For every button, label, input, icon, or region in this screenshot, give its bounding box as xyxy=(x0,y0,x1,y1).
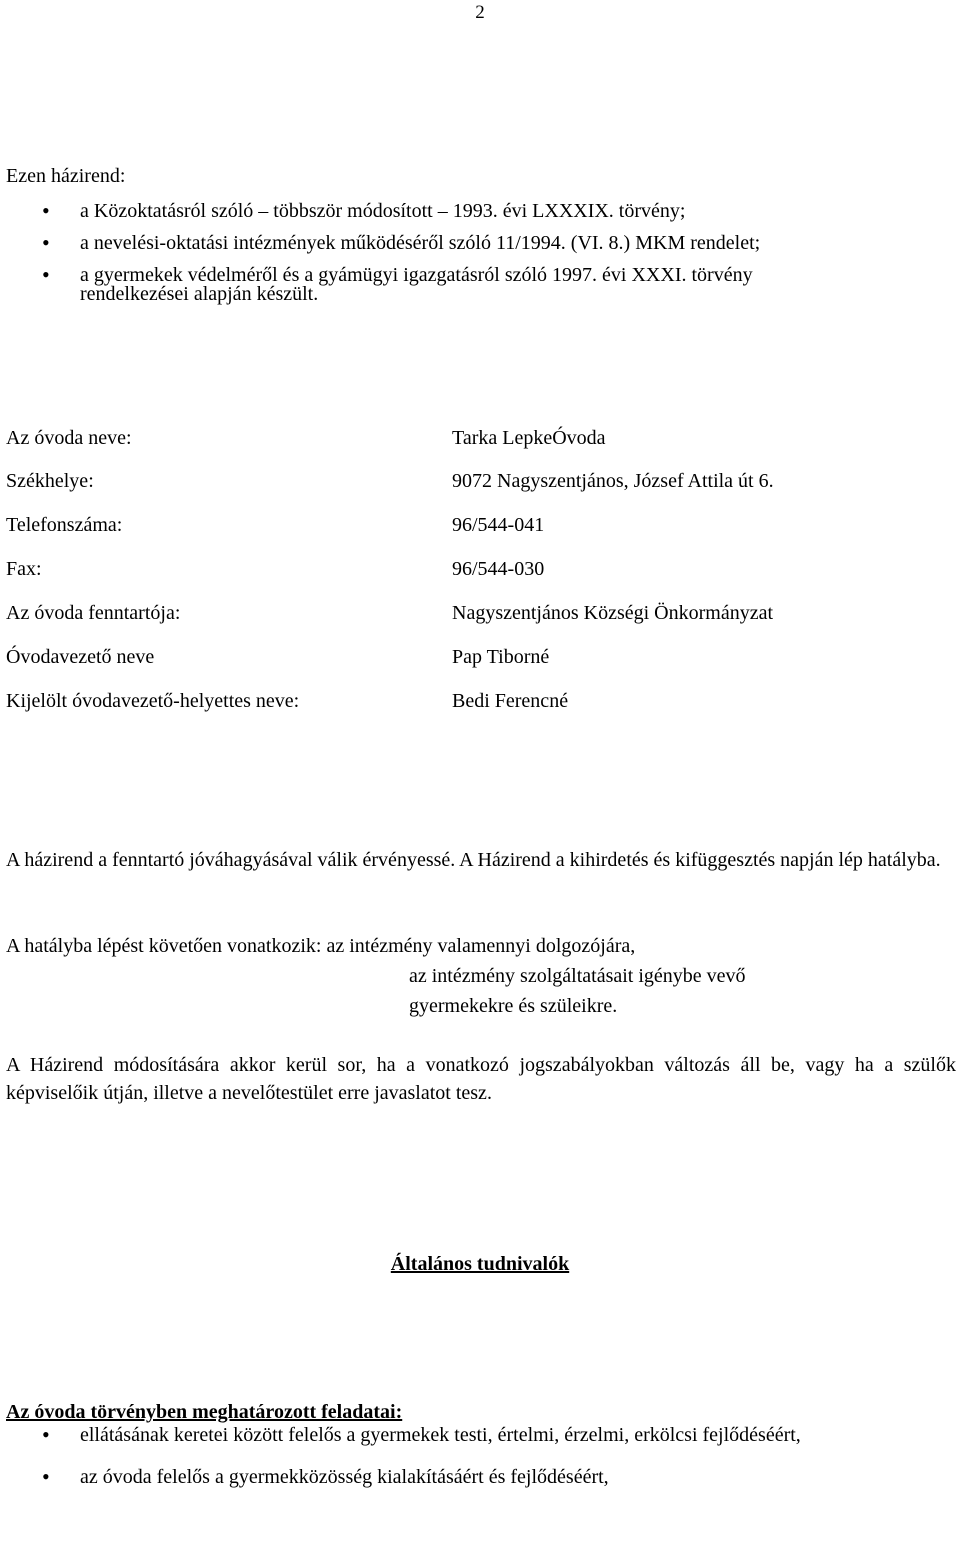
intro-section xyxy=(6,163,956,305)
info-row-head xyxy=(6,642,956,672)
section-title: Általános tudnivalók xyxy=(390,1253,570,1275)
info-label: Az óvoda neve: xyxy=(6,427,132,449)
validity-paragraph: A házirend a fenntartó jóváhagyásával válik érvényessé. A Házirend a kihirdetés és kifüggesztés napján lép hatályba. xyxy=(6,849,941,871)
info-row-seat xyxy=(6,466,956,496)
applies-paragraph xyxy=(6,931,956,1021)
modification-paragraph: A Házirend módosítására akkor kerül sor, ha a vonatkozó jogszabályokban változás áll be, vagy ha a szülők képviselőik útján, illetve a nevelőtestület erre javaslatot tesz. xyxy=(6,1054,956,1104)
list-item: • a Közoktatásról szóló – többször módosított – 1993. évi LXXXIX. törvény; xyxy=(6,195,956,227)
intro-lead: Ezen házirend: xyxy=(6,165,126,187)
info-value: 96/544-030 xyxy=(452,558,545,580)
list-item: • ellátásának keretei között felelős a gyermekek testi, értelmi, érzelmi, erkölcsi fejlődéséért, xyxy=(6,1421,958,1449)
info-value: Bedi Ferencné xyxy=(452,690,569,712)
info-row-fax xyxy=(6,554,956,584)
list-item: • az óvoda felelős a gyermekközösség kialakításáért és fejlődéséért, xyxy=(6,1463,958,1491)
info-row-maintainer xyxy=(6,598,956,628)
list-item: • a nevelési-oktatási intézmények működéséről szóló 11/1994. (VI. 8.) MKM rendelet; xyxy=(6,227,956,259)
info-row-name xyxy=(6,423,956,453)
list-item: • a gyermekek védelméről és a gyámügyi igazgatásról szóló 1997. évi XXXI. törvény xyxy=(6,259,956,291)
info-label: Székhelye: xyxy=(6,470,94,492)
tasks-heading: Az óvoda törvényben meghatározott feladatai: xyxy=(6,1401,403,1423)
info-label: Telefonszáma: xyxy=(6,514,123,536)
applies-line: gyermekekre és szüleikre. xyxy=(409,995,618,1017)
info-value: Tarka LepkeÓvoda xyxy=(452,427,606,449)
tasks-list xyxy=(6,1421,958,1505)
info-value: Nagyszentjános Községi Önkormányzat xyxy=(452,602,774,624)
info-value: 9072 Nagyszentjános, József Attila út 6. xyxy=(452,470,774,492)
info-value: Pap Tiborné xyxy=(452,646,550,668)
applies-lead: A hatályba lépést követően vonatkozik: az intézmény valamennyi dolgozójára, xyxy=(6,935,636,957)
info-value: 96/544-041 xyxy=(452,514,545,536)
info-row-deputy xyxy=(6,686,956,716)
intro-continuation: rendelkezései alapján készült. xyxy=(80,283,319,305)
info-label: Óvodavezető neve xyxy=(6,646,155,668)
page-number: 2 xyxy=(475,2,485,23)
applies-line: az intézmény szolgáltatásait igénybe vevő xyxy=(409,965,746,987)
info-label: Kijelölt óvodavezető-helyettes neve: xyxy=(6,690,300,712)
legal-basis-list xyxy=(6,195,956,291)
info-row-phone xyxy=(6,510,956,540)
info-label: Az óvoda fenntartója: xyxy=(6,602,181,624)
info-label: Fax: xyxy=(6,558,42,580)
